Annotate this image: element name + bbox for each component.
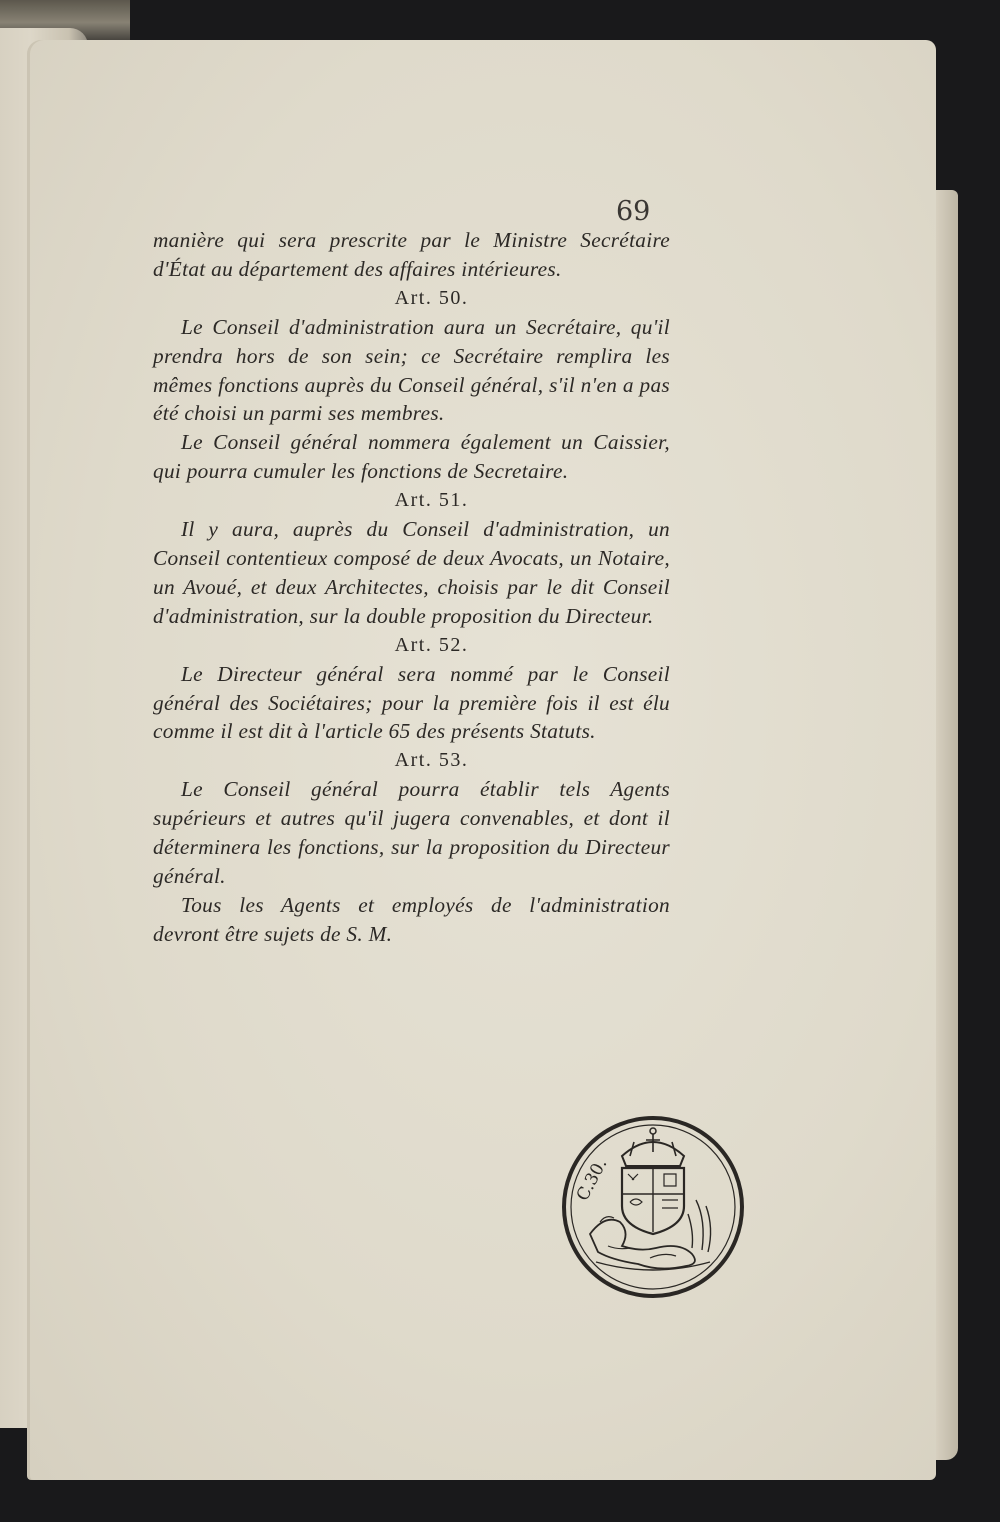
article-heading: Art. 52. [394, 633, 469, 656]
royal-coat-of-arms-stamp-icon [564, 1118, 742, 1296]
article-heading: Art. 53. [394, 749, 469, 772]
page-body [153, 226, 670, 949]
body-paragraph: Le Conseil général nommera également un Caissier, qui pourra cumuler les fonctions de Secretaire. [153, 430, 670, 484]
body-paragraph: Le Directeur général sera nommé par le Conseil général des Sociétaires; pour la première fois il est élu comme il est dit à l'article 65 des présents Statuts. [153, 661, 670, 744]
body-paragraph: Tous les Agents et employés de l'administration devront être sujets de S. M. [153, 892, 670, 946]
library-stamp [560, 1114, 746, 1300]
article-heading: Art. 50. [394, 286, 469, 309]
body-paragraph: Il y aura, auprès du Conseil d'administration, un Conseil contentieux composé de deux Avocats, un Notaire, un Avoué, et deux Architectes, choisis par le dit Conseil d'administration, sur la double proposition du Directeur. [153, 517, 670, 628]
body-paragraph: Le Conseil d'administration aura un Secrétaire, qu'il prendra hors de son sein; ce Secrétaire remplira les mêmes fonctions auprès du Conseil général, s'il n'en a pas été choisi un parmi ses membres. [153, 314, 670, 426]
body-paragraph: manière qui sera prescrite par le Ministre Secrétaire d'État au département des affaires intérieures. [153, 228, 670, 281]
stamp-label: C.30. [572, 1155, 612, 1205]
page-number: 69 [616, 196, 651, 227]
body-paragraph: Le Conseil général pourra établir tels Agents supérieurs et autres qu'il jugera convenables, et dont il déterminera les fonctions, sur la proposition du Directeur général. [153, 777, 670, 888]
article-heading: Art. 51. [394, 489, 469, 512]
